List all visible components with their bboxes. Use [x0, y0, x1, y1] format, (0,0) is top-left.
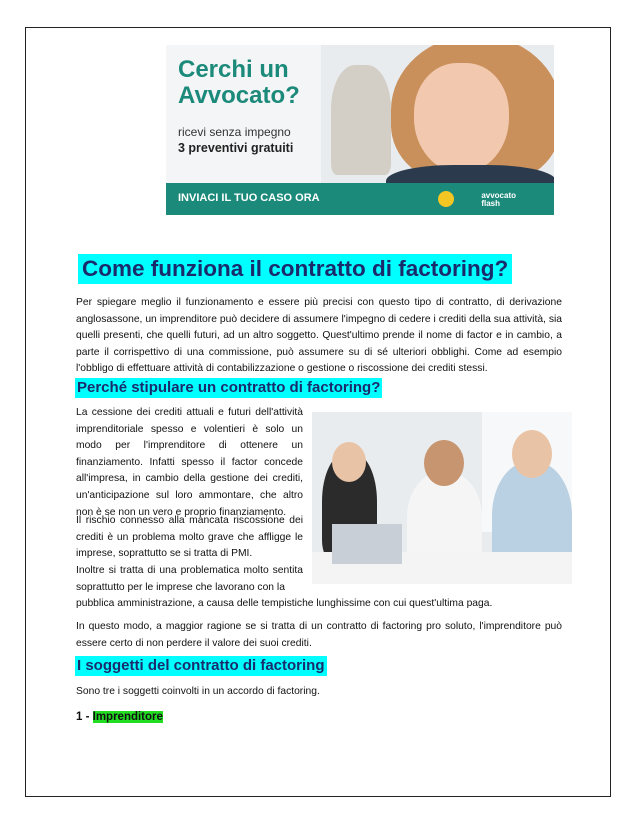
intro-paragraph: Per spiegare meglio il funzionamento e essere più precisi con questo tipo di contratto, di derivazione anglosassone, un imprenditore può decidere di assumere l'impegno di cedere i crediti della sua attività, sia quelli presenti, che quelli futuri, ad un altro soggetto. Quest'ultimo prende il nome di factor e in cambio, a parte il corrispettivo di una commissione, può assumere su di sé ulteriori obblighi. Come ad esempio l'obbligo di effettuare attività di contabilizzazione o gestione o riscossione dei crediti stessi. — [76, 297, 562, 375]
banner-subline: ricevi senza impegno — [178, 125, 291, 139]
banner-cta-bar[interactable] — [166, 183, 554, 215]
photo-head-right — [512, 430, 552, 478]
section1-paragraph-4: In questo modo, a maggior ragione se si tratta di un contratto di factoring pro soluto, l'imprenditore può essere certo di non perdere il valore dei suoi crediti. — [76, 621, 562, 649]
section1-paragraph-3a: Inoltre si tratta di una problematica molto sentita soprattutto per le imprese che lavorano con la — [76, 565, 303, 593]
photo-head-left — [332, 442, 366, 482]
woman-face-figure — [414, 63, 509, 173]
section1-paragraph-1: La cessione dei crediti attuali e futuri dell'attività imprenditoriale spesso e volentieri è solo un modo per l'imprenditore di ottenere un finanziamento. Infatti spesso il factor concede all'impresa, in cambio della gestione dei crediti, un'anticipazione sul loro ammontare, che altro non è se non un vero e proprio finanziamento. — [76, 407, 303, 518]
section-heading-subjects: I soggetti del contratto di factoring — [77, 657, 325, 674]
lawyer-ad-banner[interactable] — [166, 45, 554, 215]
section2-paragraph-1: Sono tre i soggetti coinvolti in un accordo di factoring. — [76, 686, 320, 697]
subject-item-label: Imprenditore — [92, 711, 163, 723]
section1-paragraph-3b: pubblica amministrazione, a causa delle tempistiche lunghissime con cui quest'ultima paga. — [76, 598, 493, 609]
subject-item-number: 1 - — [76, 711, 93, 723]
banner-logo-text: avvocato flash — [481, 191, 516, 208]
office-team-photo — [312, 412, 572, 584]
banner-headline: Cerchi un Avvocato? — [178, 56, 300, 109]
avvocato-flash-logo-icon — [438, 191, 454, 207]
section1-paragraph-2: Il rischio connesso alla mancata riscossione dei crediti è un problema molto grave che affligge le imprese, soprattutto se si tratta di PMI. — [76, 515, 303, 560]
section-heading-why: Perché stipulare un contratto di factoring? — [77, 379, 381, 396]
banner-offer: 3 preventivi gratuiti — [178, 141, 294, 155]
subject-item-1 — [76, 711, 163, 723]
banner-cta-label[interactable]: INVIACI IL TUO CASO ORA — [178, 192, 320, 204]
page-title: Come funziona il contratto di factoring? — [78, 254, 512, 284]
photo-laptop — [332, 524, 402, 564]
photo-head-center — [424, 440, 464, 486]
